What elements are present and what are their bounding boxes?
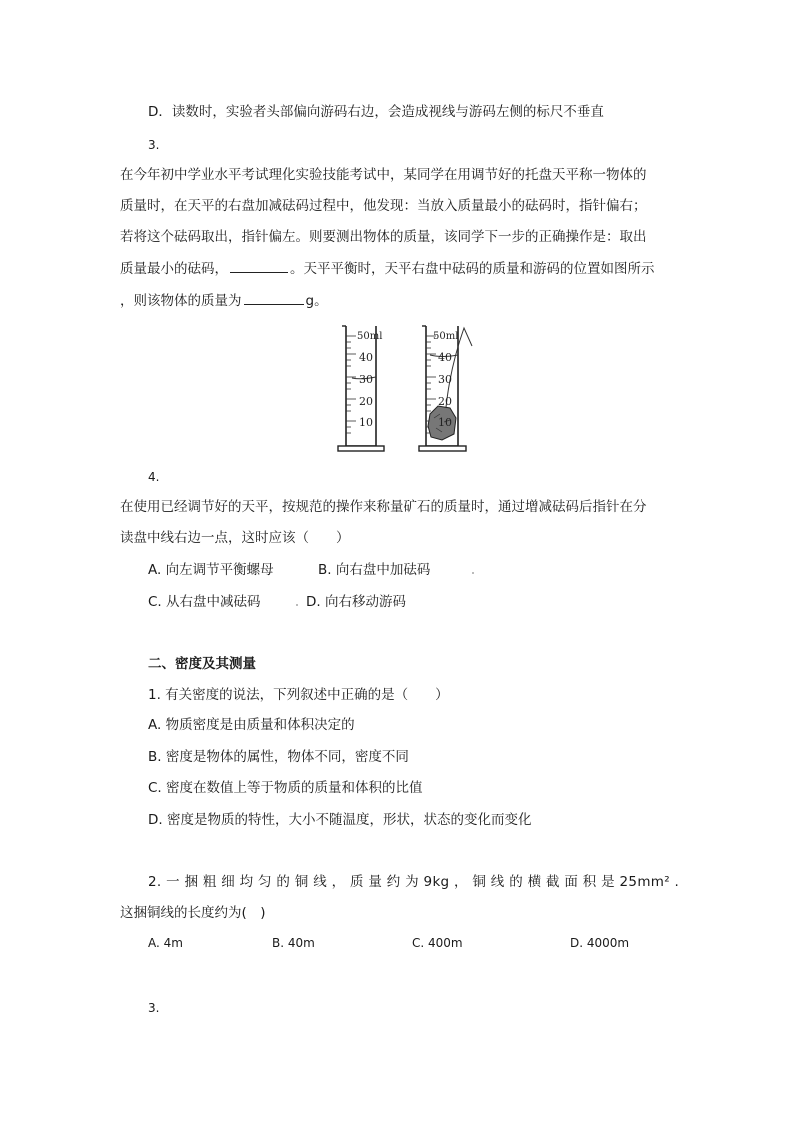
right-tick-40: 40 [438, 351, 452, 364]
q3-line-1: 在今年初中学业水平考试理化实验技能考试中，某同学在用调节好的托盘天平称一物体的 [120, 167, 647, 183]
left-unit-label: 50ml [357, 331, 383, 342]
right-tick-10: 10 [438, 416, 452, 429]
right-unit-label: 50ml [433, 331, 459, 342]
stray-mark [472, 572, 474, 574]
q4-line-1: 在使用已经调节好的天平，按规范的操作来称量矿石的质量时，通过增减砝码后指针在分 [120, 499, 647, 515]
s2-q2-option-b[interactable]: B. 40m [272, 936, 315, 950]
s2-question-3-number: 3. [148, 1001, 160, 1015]
right-tick-30: 30 [438, 373, 452, 386]
left-tick-30: 30 [359, 373, 373, 386]
s2-q1-option-b[interactable]: B. 密度是物体的属性，物体不同，密度不同 [148, 749, 409, 765]
q3-line-4 [120, 260, 655, 278]
question-4-number: 4. [148, 470, 160, 484]
right-cylinder [419, 326, 472, 451]
s2-q2-option-c[interactable]: C. 400m [412, 936, 463, 950]
left-tick-20: 20 [359, 395, 373, 408]
stray-mark [296, 604, 298, 606]
s2-q2-line-1: 2. 一 捆 粗 细 均 匀 的 铜 线 ， 质 量 约 为 9kg ， 铜 线 的 横 截 面 积 是 25mm² . [148, 874, 680, 890]
q4-line-2: 读盘中线右边一点，这时应该（ ） [120, 530, 350, 546]
s2-q2-option-a[interactable]: A. 4m [148, 936, 183, 950]
answer-blank-2[interactable] [244, 292, 304, 305]
q3-line-4b: 。天平平衡时，天平右盘中砝码的质量和游码的位置如图所示 [290, 261, 655, 277]
s2-q2-option-d[interactable]: D. 4000m [570, 936, 630, 950]
s2-q1-option-c[interactable]: C. 密度在数值上等于物质的质量和体积的比值 [148, 780, 423, 796]
right-tick-20: 20 [438, 395, 452, 408]
prev-option-d: D．读数时，实验者头部偏向游码右边，会造成视线与游码左侧的标尺不垂直 [148, 104, 604, 120]
q4-option-a[interactable]: A. 向左调节平衡螺母 [148, 562, 274, 578]
s2-q2-line-2: 这捆铜线的长度约为( ) [120, 905, 266, 921]
q3-line-2: 质量时，在天平的右盘加减砝码过程中，他发现：当放入质量最小的砝码时，指针偏右； [120, 198, 647, 214]
q4-option-d[interactable]: D. 向右移动游码 [306, 594, 406, 610]
q3-line-5 [120, 292, 328, 310]
section-2-title: 二、密度及其测量 [148, 656, 256, 672]
s2-q1-option-a[interactable]: A. 物质密度是由质量和体积决定的 [148, 717, 355, 733]
graduated-cylinders-figure [330, 322, 480, 454]
left-cylinder [338, 326, 384, 451]
left-tick-10: 10 [359, 416, 373, 429]
s2-q1-stem: 1. 有关密度的说法，下列叙述中正确的是（ ） [148, 687, 449, 703]
q3-line-3: 若将这个砝码取出，指针偏左。则要测出物体的质量，该同学下一步的正确操作是：取出 [120, 229, 647, 245]
left-tick-40: 40 [359, 351, 373, 364]
s2-q1-option-d[interactable]: D. 密度是物质的特性，大小不随温度，形状，状态的变化而变化 [148, 812, 532, 828]
answer-blank-1[interactable] [230, 260, 288, 273]
q4-option-c[interactable]: C. 从右盘中减砝码 [148, 594, 261, 610]
q4-option-b[interactable]: B. 向右盘中加砝码 [318, 562, 431, 578]
q3-line-4a: 质量最小的砝码， [120, 261, 228, 277]
question-3-number: 3. [148, 138, 160, 152]
q3-line-5a: ，则该物体的质量为 [120, 293, 242, 309]
q3-line-5b: g。 [305, 293, 328, 309]
